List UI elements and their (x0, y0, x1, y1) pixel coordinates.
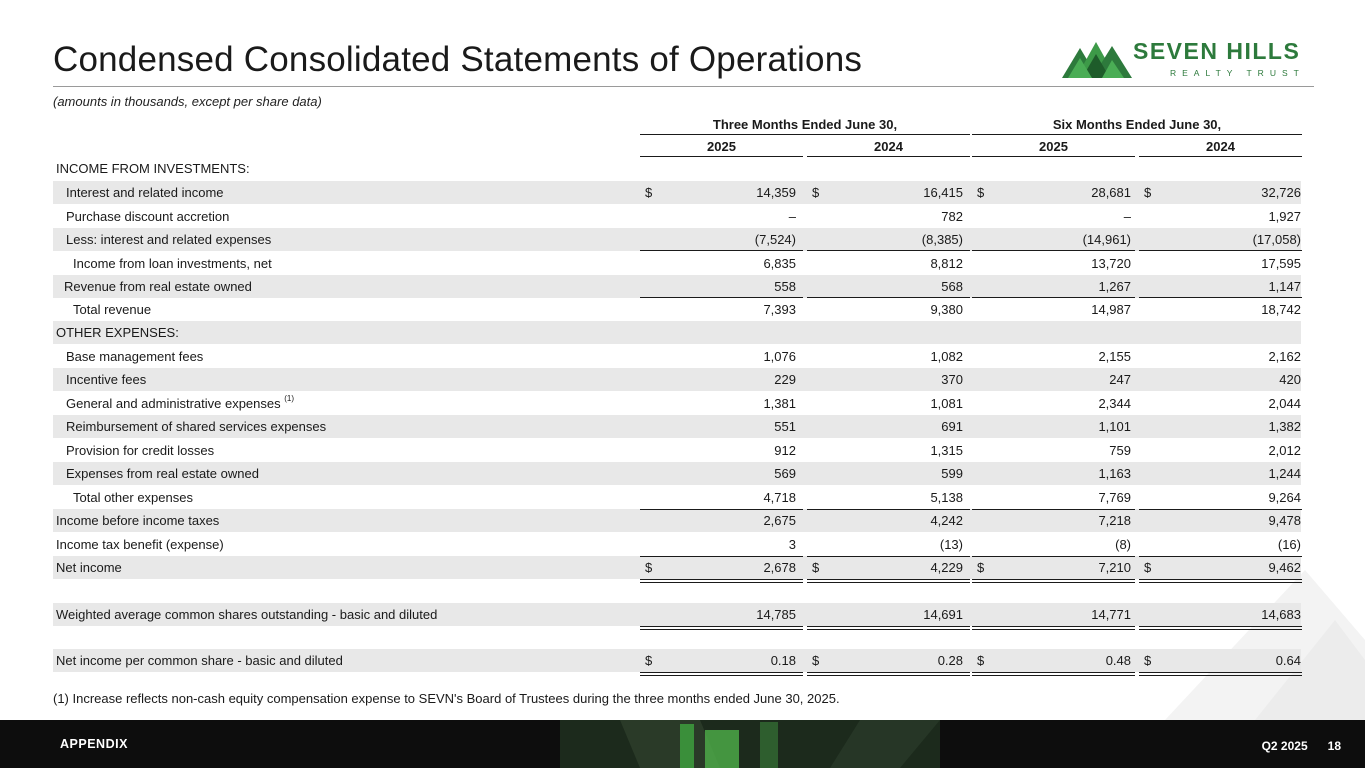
currency-symbol: $ (645, 560, 653, 575)
table-cell: 1,147 (1268, 279, 1301, 294)
row-label (56, 161, 250, 176)
currency-symbol: $ (1144, 560, 1152, 575)
currency-symbol: $ (812, 653, 820, 668)
header-rule-three-months (640, 134, 970, 135)
row-label (56, 560, 122, 575)
table-cell: 6,835 (763, 256, 796, 271)
table-cell: 558 (774, 279, 796, 294)
table-cell: 0.28 (937, 653, 963, 668)
total-rule (640, 672, 803, 673)
table-cell: 7,218 (1098, 513, 1131, 528)
table-cell: (8,385) (921, 232, 963, 247)
footer-section: APPENDIX (60, 737, 128, 751)
table-row (53, 486, 1301, 509)
total-rule (1139, 556, 1302, 557)
row-label (73, 256, 272, 271)
page-number: 18 (1327, 739, 1341, 753)
page-subtitle: (amounts in thousands, except per share data) (53, 94, 322, 109)
table-row (53, 509, 1301, 532)
row-label-text: Net income per common share - basic and diluted (56, 653, 343, 668)
table-cell: (17,058) (1252, 232, 1301, 247)
row-label-text: Purchase discount accretion (66, 209, 230, 224)
total-rule (1139, 579, 1302, 580)
table-cell: 14,683 (1261, 607, 1301, 622)
footnote-marker: (1) (284, 394, 295, 403)
table-cell: 691 (941, 419, 963, 434)
table-cell: 568 (941, 279, 963, 294)
row-label-text: Weighted average common shares outstanding - basic and diluted (56, 607, 438, 622)
table-cell: (7,524) (754, 232, 796, 247)
footer-decoration (0, 720, 1365, 768)
table-cell: 1,082 (930, 349, 963, 364)
table-cell: – (788, 209, 796, 224)
table-cell: 759 (1109, 443, 1131, 458)
table-row (53, 321, 1301, 344)
total-rule (640, 509, 803, 510)
currency-symbol: $ (977, 185, 985, 200)
logo-name: SEVEN HILLS (1133, 38, 1301, 64)
table-cell: 0.48 (1105, 653, 1131, 668)
total-rule (807, 675, 970, 676)
table-row (53, 649, 1301, 672)
currency-symbol: $ (1144, 185, 1152, 200)
total-rule (807, 556, 970, 557)
table-cell: 2,155 (1098, 349, 1131, 364)
table-cell: 7,769 (1098, 490, 1131, 505)
row-label-text: Expenses from real estate owned (66, 466, 259, 481)
row-label (66, 372, 146, 387)
total-rule (1139, 672, 1302, 673)
row-label-text: Base management fees (66, 349, 204, 364)
col-header-2025-q: 2025 (707, 139, 736, 154)
table-cell: 2,678 (763, 560, 796, 575)
header-rule-six-months (972, 134, 1302, 135)
row-label (66, 185, 224, 200)
total-rule (640, 579, 803, 580)
total-rule (972, 250, 1135, 251)
table-row (53, 392, 1301, 415)
table-cell: 9,462 (1268, 560, 1301, 575)
table-cell: 4,718 (763, 490, 796, 505)
table-cell: 782 (941, 209, 963, 224)
col-header-2024-ytd: 2024 (1206, 139, 1235, 154)
table-cell: 9,264 (1268, 490, 1301, 505)
table-cell: 2,162 (1268, 349, 1301, 364)
row-label (73, 302, 151, 317)
table-cell: 2,344 (1098, 396, 1131, 411)
table-cell: 1,267 (1098, 279, 1131, 294)
row-label-text: Net income (56, 560, 122, 575)
total-rule (972, 582, 1135, 583)
row-label-text: General and administrative expenses (66, 396, 281, 411)
row-label (56, 513, 219, 528)
row-label (56, 653, 343, 668)
table-cell: 912 (774, 443, 796, 458)
table-cell: (13) (939, 537, 963, 552)
table-row (53, 298, 1301, 321)
table-cell: 2,044 (1268, 396, 1301, 411)
table-row (53, 415, 1301, 438)
total-rule (640, 675, 803, 676)
footer-period: Q2 2025 (1261, 739, 1308, 753)
footnote: (1) Increase reflects non-cash equity compensation expense to SEVN's Board of Trustees during the three months ended June 30, 2025. (53, 691, 840, 706)
row-label-text: INCOME FROM INVESTMENTS: (56, 161, 250, 176)
total-rule (972, 675, 1135, 676)
logo-tagline: REALTY TRUST (1170, 68, 1305, 78)
table-cell: 0.64 (1275, 653, 1301, 668)
table-cell: 229 (774, 372, 796, 387)
table-cell: 13,720 (1091, 256, 1131, 271)
table-cell: 28,681 (1091, 185, 1131, 200)
total-rule (1139, 675, 1302, 676)
table-cell: 14,771 (1091, 607, 1131, 622)
table-cell: 0.18 (770, 653, 796, 668)
currency-symbol: $ (977, 653, 985, 668)
table-row (53, 275, 1301, 298)
table-cell: 14,987 (1091, 302, 1131, 317)
table-cell: 569 (774, 466, 796, 481)
table-cell: 9,478 (1268, 513, 1301, 528)
row-label (56, 325, 179, 340)
table-cell: 14,785 (756, 607, 796, 622)
row-label (66, 396, 294, 411)
table-cell: 1,076 (763, 349, 796, 364)
total-rule (640, 297, 803, 298)
total-rule (640, 250, 803, 251)
total-rule (807, 626, 970, 627)
total-rule (1139, 582, 1302, 583)
table-cell: 1,381 (763, 396, 796, 411)
table-cell: – (1123, 209, 1131, 224)
table-cell: 4,229 (930, 560, 963, 575)
table-cell: 1,081 (930, 396, 963, 411)
row-label (64, 279, 252, 294)
total-rule (1139, 629, 1302, 630)
total-rule (807, 582, 970, 583)
header-six-months: Six Months Ended June 30, (1052, 117, 1222, 132)
table-row (53, 603, 1301, 626)
table-row (53, 181, 1301, 204)
total-rule (972, 672, 1135, 673)
total-rule (1139, 250, 1302, 251)
row-label (56, 537, 224, 552)
total-rule (972, 556, 1135, 557)
row-label (73, 490, 193, 505)
row-label-text: Reimbursement of shared services expenses (66, 419, 327, 434)
row-label (66, 209, 229, 224)
table-row (53, 533, 1301, 556)
table-row (53, 345, 1301, 368)
row-label-text: Interest and related income (66, 185, 224, 200)
table-row (53, 556, 1301, 579)
table-cell: 1,244 (1268, 466, 1301, 481)
table-cell: (14,961) (1082, 232, 1131, 247)
table-cell: 14,359 (756, 185, 796, 200)
table-cell: 2,012 (1268, 443, 1301, 458)
row-label-text: Income from loan investments, net (73, 256, 272, 271)
row-label-text: Less: interest and related expenses (66, 232, 272, 247)
total-rule (807, 509, 970, 510)
table-cell: 420 (1279, 372, 1301, 387)
page-title: Condensed Consolidated Statements of Operations (53, 40, 863, 79)
table-cell: 370 (941, 372, 963, 387)
row-label-text: Incentive fees (66, 372, 147, 387)
table-cell: 18,742 (1261, 302, 1301, 317)
row-label-text: Provision for credit losses (66, 443, 215, 458)
row-label-text: Total other expenses (73, 490, 193, 505)
row-label-text: Revenue from real estate owned (64, 279, 252, 294)
table-cell: 7,210 (1098, 560, 1131, 575)
total-rule (972, 509, 1135, 510)
table-row (53, 228, 1301, 251)
table-row (53, 157, 1301, 180)
table-row (53, 252, 1301, 275)
table-cell: 599 (941, 466, 963, 481)
total-rule (640, 582, 803, 583)
header-three-months: Three Months Ended June 30, (712, 117, 898, 132)
row-label (66, 466, 259, 481)
total-rule (972, 297, 1135, 298)
table-cell: 8,812 (930, 256, 963, 271)
background-mountain-decoration (1105, 560, 1365, 720)
page-footer (0, 720, 1365, 768)
total-rule (807, 672, 970, 673)
total-rule (807, 250, 970, 251)
table-row (53, 462, 1301, 485)
currency-symbol: $ (812, 560, 820, 575)
table-cell: 1,163 (1098, 466, 1131, 481)
table-cell: 551 (774, 419, 796, 434)
total-rule (1139, 297, 1302, 298)
currency-symbol: $ (1144, 653, 1152, 668)
table-cell: 16,415 (923, 185, 963, 200)
total-rule (640, 629, 803, 630)
currency-symbol: $ (812, 185, 820, 200)
row-label-text: Income tax benefit (expense) (56, 537, 224, 552)
row-label-text: Income before income taxes (56, 513, 220, 528)
table-row (53, 439, 1301, 462)
table-cell: 1,927 (1268, 209, 1301, 224)
table-row (53, 205, 1301, 228)
table-cell: 1,382 (1268, 419, 1301, 434)
table-cell: 1,315 (930, 443, 963, 458)
title-divider (53, 86, 1314, 87)
total-rule (807, 297, 970, 298)
table-cell: 3 (788, 537, 796, 552)
col-header-2025-ytd: 2025 (1039, 139, 1068, 154)
table-row (53, 368, 1301, 391)
table-cell: 1,101 (1098, 419, 1131, 434)
footer-page-info (1242, 739, 1341, 753)
total-rule (807, 629, 970, 630)
table-cell: 17,595 (1261, 256, 1301, 271)
row-label (66, 443, 214, 458)
table-cell: 2,675 (763, 513, 796, 528)
col-header-2024-q: 2024 (874, 139, 903, 154)
table-cell: 9,380 (930, 302, 963, 317)
row-label (66, 232, 271, 247)
table-cell: 32,726 (1261, 185, 1301, 200)
total-rule (972, 629, 1135, 630)
total-rule (972, 579, 1135, 580)
row-label-text: OTHER EXPENSES: (56, 325, 179, 340)
currency-symbol: $ (977, 560, 985, 575)
currency-symbol: $ (645, 185, 653, 200)
row-label (66, 349, 203, 364)
total-rule (640, 626, 803, 627)
total-rule (640, 556, 803, 557)
table-cell: (8) (1115, 537, 1131, 552)
total-rule (1139, 626, 1302, 627)
total-rule (1139, 509, 1302, 510)
table-cell: 7,393 (763, 302, 796, 317)
row-label-text: Total revenue (73, 302, 152, 317)
row-label (56, 607, 437, 622)
table-cell: 14,691 (923, 607, 963, 622)
total-rule (972, 626, 1135, 627)
table-cell: (16) (1277, 537, 1301, 552)
table-cell: 5,138 (930, 490, 963, 505)
total-rule (807, 579, 970, 580)
table-cell: 247 (1109, 372, 1131, 387)
currency-symbol: $ (645, 653, 653, 668)
table-cell: 4,242 (930, 513, 963, 528)
row-label (66, 419, 326, 434)
